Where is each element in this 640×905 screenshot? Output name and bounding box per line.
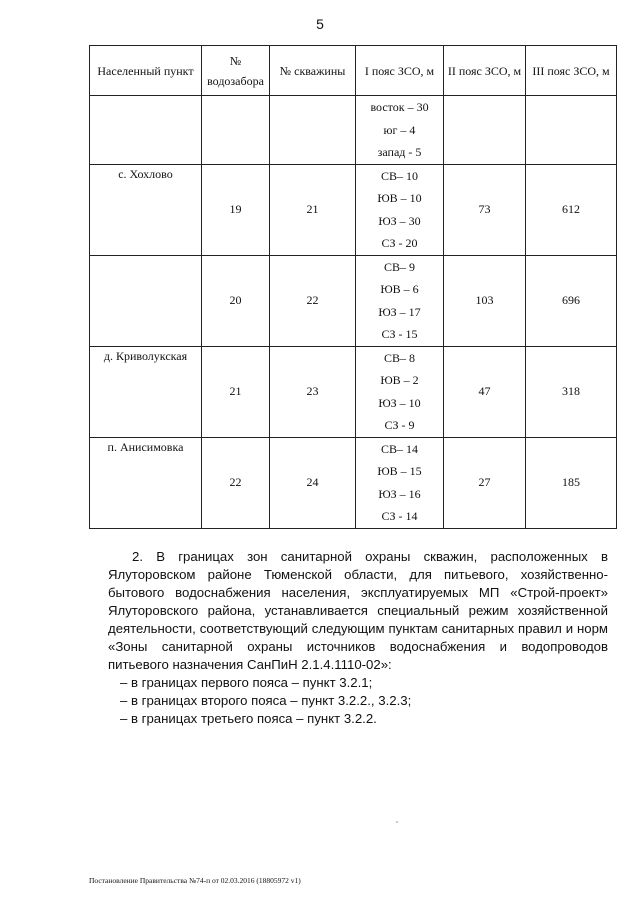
cell-settlement [90,96,202,165]
cell-zone-1 [356,346,444,437]
cell-zone-2: 27 [444,437,526,528]
zone-1-line: запад - 5 [377,145,422,159]
table-row [90,346,617,437]
cell-zone-1 [356,164,444,255]
zone-1-line: ЮВ – 10 [377,191,422,205]
cell-zone-3: 696 [526,255,617,346]
cell-settlement: д. Криволукская [90,346,202,437]
cell-zone-2: 103 [444,255,526,346]
header-intake: № водозабора [202,46,270,96]
zone-1-line: СВ– 9 [383,259,415,274]
cell-intake [202,96,270,165]
page-number: 5 [316,16,324,32]
cell-zone-1 [356,96,444,165]
cell-zone-2: 47 [444,346,526,437]
list-item: – в границах первого пояса – пункт 3.2.1; [120,675,373,690]
cell-zone-3: 612 [526,164,617,255]
cell-settlement [90,255,202,346]
header-zone-2: II пояс ЗСО, м [444,46,526,96]
footer-note: Постановление Правительства №74-п от 02.03.2016 (18805972 v1) [89,876,301,885]
cell-zone-1 [356,255,444,346]
regulation-paragraph [108,548,608,728]
zone-1-line: юг – 4 [383,122,416,137]
cell-zone-3: 185 [526,437,617,528]
cell-well [270,96,356,165]
header-settlement: Населенный пункт [90,46,202,96]
zone-1-line: СВ– 8 [383,350,415,365]
sanitary-zone-table [89,45,617,529]
cell-intake: 22 [202,437,270,528]
zone-1-line: восток – 30 [370,100,429,114]
header-zone-3: III пояс ЗСО, м [526,46,617,96]
list-item: – в границах третьего пояса – пункт 3.2.2. [120,711,377,726]
cell-zone-2: 73 [444,164,526,255]
zone-1-line: СЗ - 9 [384,418,415,432]
cell-intake: 20 [202,255,270,346]
table-row [90,164,617,255]
zone-1-line: СЗ - 15 [381,327,418,341]
cell-settlement: с. Хохлово [90,164,202,255]
scan-speck [396,821,398,823]
header-zone-1: I пояс ЗСО, м [356,46,444,96]
zone-1-line: ЮВ – 2 [380,373,419,387]
zone-1-line: ЮЗ – 10 [378,395,421,410]
cell-zone-1 [356,437,444,528]
table-header-row [90,46,617,96]
cell-intake: 19 [202,164,270,255]
zone-1-line: ЮВ – 15 [377,464,422,478]
zone-1-line: ЮЗ – 17 [378,304,421,319]
table-row [90,437,617,528]
cell-well: 22 [270,255,356,346]
zone-1-line: СВ– 14 [380,441,418,456]
list-item: – в границах второго пояса – пункт 3.2.2., 3.2.3; [120,693,412,708]
zone-1-line: ЮЗ – 30 [378,213,421,228]
zone-1-line: ЮВ – 6 [380,282,419,296]
cell-settlement: п. Анисимовка [90,437,202,528]
cell-well: 21 [270,164,356,255]
table-row [90,255,617,346]
cell-well: 23 [270,346,356,437]
cell-zone-2 [444,96,526,165]
cell-zone-3 [526,96,617,165]
header-well: № скважины [270,46,356,96]
cell-zone-3: 318 [526,346,617,437]
paragraph-intro: 2. В границах зон санитарной охраны скважин, расположенных в Ялуторовском районе Тюменской области, для питьевого, хозяйственно-бытового водоснабжения населения, эксплуатируемых МП «Строй-проект» Ялуторовского района, устанавливается специальный режим хозяйственной деятельности, соответствующий следующим пунктам санитарных правил и норм «Зоны санитарной охраны источников водоснабжения и водопроводов питьевого назначения СанПиН 2.1.4.1110-02»: [108,549,608,672]
zone-1-line: СЗ - 20 [381,236,418,250]
zone-1-line: СЗ - 14 [381,509,418,523]
table-row [90,96,617,165]
cell-well: 24 [270,437,356,528]
zone-1-line: ЮЗ – 16 [378,486,421,501]
cell-intake: 21 [202,346,270,437]
zone-1-line: СВ– 10 [380,168,418,183]
